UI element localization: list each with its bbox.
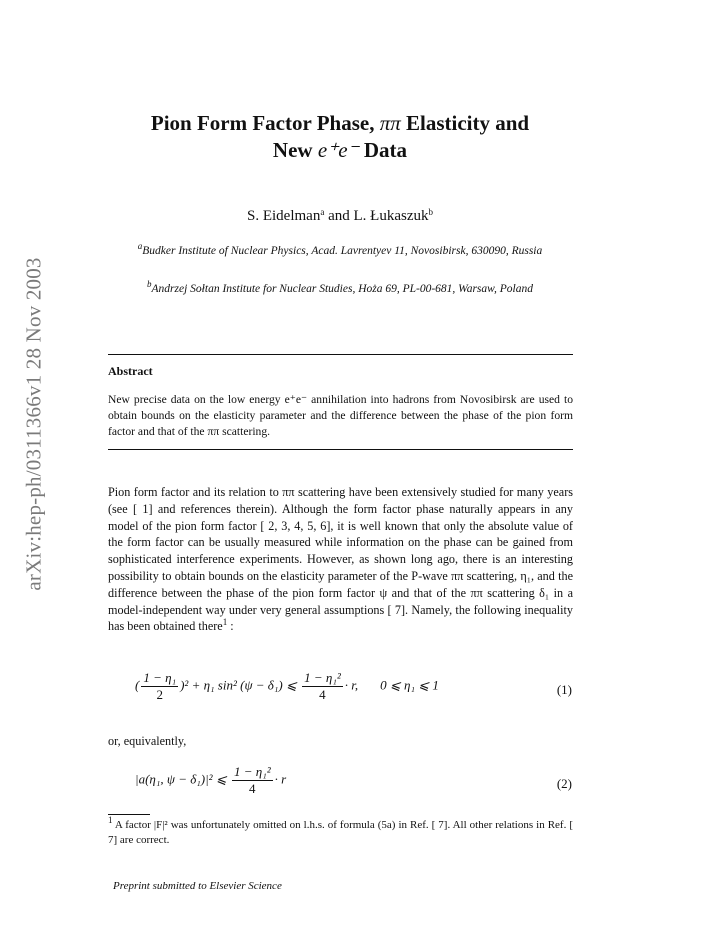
affiliation-a: $^a$Budker Institute of Nuclear Physics, Acad. Lavrentyev 11, Novosibirsk, 630090, Russia bbox=[137, 241, 543, 257]
title-line-1: Pion Form Factor Phase, ππ Elasticity and bbox=[150, 111, 530, 135]
equation-2: |a(η₁, ψ − δ₁)|² ⩽ $\frac{\text{1 − η₁²}}{4}$ · r bbox=[135, 764, 287, 796]
author-1: S. Eidelman bbox=[247, 208, 321, 224]
author-2-mark: b bbox=[428, 207, 433, 217]
abstract-text: New precise data on the low energy e⁺e⁻ annihilation into hadrons from Novosibirsk are used to obtain bounds on the elasticity parameter and the difference between the phase of the pion form factor and that of the ππ scattering. bbox=[108, 393, 573, 438]
affiliation-b: $^b$Andrzej Sołtan Institute for Nuclear Studies, Hoża 69, PL-00-681, Warsaw, Poland bbox=[147, 279, 533, 295]
paper-title bbox=[110, 110, 570, 164]
abstract-bottom-rule bbox=[108, 449, 573, 450]
footnote-rule bbox=[108, 814, 150, 815]
authors: S. Eidelman$^a$ and L. Łukaszuk$^b$ bbox=[247, 207, 433, 224]
eq1-fraction-1: $\frac{\text{1 − η₁}}{2}$ bbox=[143, 670, 177, 702]
equation-1: ( $\frac{\text{1 − η₁}}{2}$ )² + η₁ sin² (ψ − δ₁) ⩽ $\frac{\text{1 − η₁²}}{4}$ · r, 0 ⩽ η₁ ⩽ 1 bbox=[135, 670, 439, 702]
equation-2-number: (2) bbox=[556, 776, 572, 791]
footnote-ref: 1 bbox=[222, 617, 228, 628]
body-paragraph: Pion form factor and its relation to ππ scattering have been extensively studied for many years (see [ 1] and references therein). Although the form factor phase naturally appears in any model of the pion form factor [ 2, 3, 4, 5, 6], it is well known that only the absolute value of the form factor can be usually measured while information on the phase can be gained from sophisticated interference experiments. However, as shown long ago, there is an interesting possibility to obtain bounds on the elasticity parameter of the P-wave ππ scattering, η₁, and the difference between the phase of the pion form factor ψ and that of the ππ scattering δ₁ in a model-independent way under very general assumptions [ 7]. Namely, the following inequality has been obtained there$^1$ : bbox=[108, 485, 573, 634]
preprint-note: Preprint submitted to Elsevier Science bbox=[113, 880, 282, 892]
title-line-2: New e⁺e⁻ Data bbox=[272, 138, 408, 162]
abstract-top-rule bbox=[108, 354, 573, 355]
abstract-heading: Abstract bbox=[108, 364, 153, 378]
author-2: L. Łukaszuk bbox=[353, 208, 429, 224]
eq2-fraction: $\frac{\text{1 − η₁²}}{4}$ bbox=[233, 764, 271, 796]
footnote: $^1$ A factor |F|² was unfortunately omitted on l.h.s. of formula (5a) in Ref. [ 7]. All other relations in Ref. [ 7] are correct. bbox=[108, 815, 573, 846]
equivalently-text: or, equivalently, bbox=[108, 734, 187, 748]
eq1-fraction-2: $\frac{\text{1 − η₁²}}{4}$ bbox=[304, 670, 341, 702]
equation-1-number: (1) bbox=[556, 682, 572, 697]
arxiv-id: arXiv:hep-ph/0311366v1 28 Nov 2003 bbox=[21, 257, 46, 591]
author-1-mark: a bbox=[320, 207, 325, 217]
